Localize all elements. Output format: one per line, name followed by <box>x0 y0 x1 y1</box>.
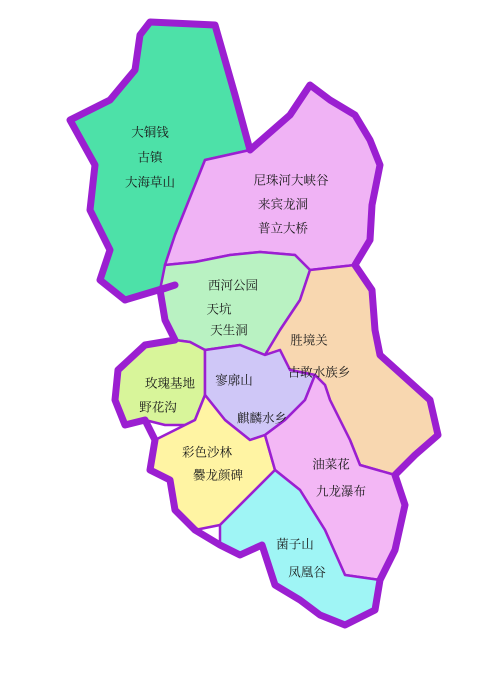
label-north-2: 来宾龙洞 <box>257 196 309 212</box>
label-southwest-1: 彩色沙林 <box>181 444 233 460</box>
label-southwest-2: 爨龙颜碑 <box>192 467 244 483</box>
label-southeast-1: 油菜花 <box>312 456 350 472</box>
label-west-1: 玫瑰基地 <box>144 375 196 391</box>
label-center-2: 天坑 <box>206 301 232 317</box>
label-center-3: 天生洞 <box>210 322 248 338</box>
label-mid-1: 寥廓山 <box>215 372 253 388</box>
label-west-2: 野花沟 <box>139 399 177 415</box>
label-center-1: 西河公园 <box>207 277 259 293</box>
label-dadazhen-1: 大铜钱 <box>131 124 169 140</box>
label-dadazhen-3: 大海草山 <box>124 174 176 190</box>
label-mid-2: 麒麟水乡 <box>236 410 288 426</box>
label-dadazhen-2: 古镇 <box>137 149 163 165</box>
label-south-1: 菌子山 <box>276 536 314 552</box>
label-north-1: 尼珠河大峡谷 <box>253 172 329 188</box>
label-southeast-2: 九龙瀑布 <box>315 483 367 499</box>
label-east-2: 古敢水族乡 <box>287 364 351 380</box>
label-south-2: 凤凰谷 <box>288 564 326 580</box>
label-east-1: 胜境关 <box>290 332 328 348</box>
label-north-3: 普立大桥 <box>257 220 309 236</box>
